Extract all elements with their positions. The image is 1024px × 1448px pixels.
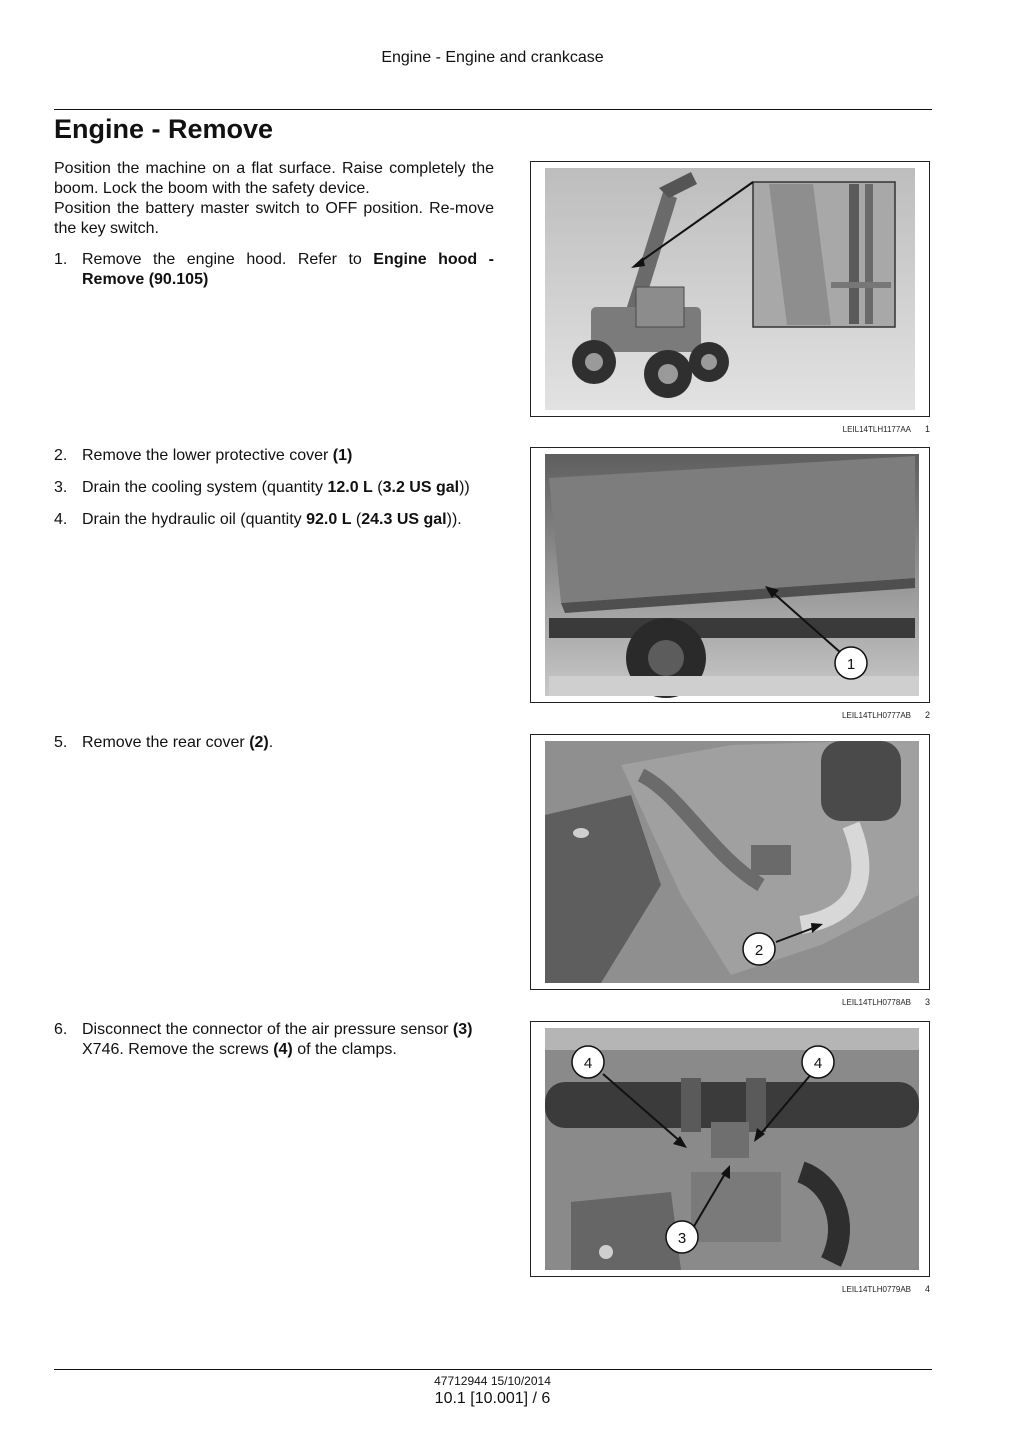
step-number: 6. bbox=[54, 1021, 68, 1038]
step-2 bbox=[54, 446, 494, 466]
telehandler-photo bbox=[531, 162, 929, 416]
intro-paragraph-2: Position the battery master switch to OFF position. Re-move the key switch. bbox=[54, 200, 494, 237]
figure-3-caption bbox=[780, 997, 930, 1007]
figure-2-caption bbox=[780, 710, 930, 720]
step-text: Disconnect the connector of the air pressure sensor bbox=[82, 1021, 453, 1038]
running-header: Engine - Engine and crankcase bbox=[381, 49, 604, 66]
figure-code: LEIL14TLH0779AB bbox=[842, 1285, 911, 1294]
lower-cover-photo bbox=[531, 448, 929, 702]
figure-2 bbox=[530, 447, 930, 703]
callout-ref: (2) bbox=[249, 734, 269, 751]
callout-ref: (1) bbox=[332, 447, 353, 464]
step-number: 3. bbox=[54, 479, 68, 496]
callout-ref: (4) bbox=[273, 1041, 293, 1058]
step-text: Remove the rear cover bbox=[82, 734, 250, 751]
figure-code: LEIL14TLH0777AB bbox=[842, 711, 911, 720]
step-4: 4. Drain the hydraulic oil (quantity 92.0 L (24.3 US gal)). bbox=[54, 511, 462, 528]
quantity-metric: 12.0 L bbox=[327, 479, 373, 496]
figure-1 bbox=[530, 161, 930, 417]
footer-rule bbox=[54, 1369, 932, 1370]
footer-page-number: 10.1 [10.001] / 6 bbox=[434, 1390, 551, 1407]
air-pressure-sensor-photo bbox=[531, 1022, 929, 1276]
step-text: Remove the lower protective cover bbox=[82, 447, 333, 464]
figure-code: LEIL14TLH1177AA bbox=[842, 425, 911, 434]
step-number: 4. bbox=[54, 511, 68, 528]
figure-1-caption bbox=[780, 424, 930, 434]
intro-paragraph-1: Position the machine on a flat surface. Raise completely the boom. Lock the boom with the safety device. bbox=[54, 160, 494, 197]
figure-3 bbox=[530, 734, 930, 990]
step-1 bbox=[54, 250, 494, 290]
step-number: 5. bbox=[54, 734, 68, 751]
rear-cover-photo bbox=[531, 735, 929, 989]
step-text: Remove the engine hood. Refer to bbox=[82, 251, 374, 268]
footer-document-id: 47712944 15/10/2014 bbox=[434, 1374, 551, 1388]
figure-number: 2 bbox=[924, 710, 930, 720]
figure-number: 3 bbox=[924, 997, 930, 1007]
callout-label: 2 bbox=[754, 942, 764, 959]
figure-number: 1 bbox=[924, 424, 930, 434]
quantity-us: 24.3 US gal bbox=[361, 511, 447, 528]
callout-label: 4 bbox=[583, 1055, 593, 1072]
figure-4 bbox=[530, 1021, 930, 1277]
step-3: 3. Drain the cooling system (quantity 12.0 L (3.2 US gal)) bbox=[54, 479, 470, 496]
cross-reference: Engine hood - Remove (90.105) bbox=[82, 251, 495, 288]
step-6: 6. Disconnect the connector of the air pressure sensor (3) X746. Remove the screws (4) of the clamps. bbox=[54, 1021, 473, 1058]
step-text: Drain the cooling system (quantity bbox=[82, 479, 328, 496]
page-title: Engine - Remove bbox=[54, 114, 274, 144]
callout-label: 4 bbox=[813, 1055, 823, 1072]
callout-ref: (3) bbox=[452, 1021, 473, 1038]
callout-label: 3 bbox=[677, 1230, 687, 1247]
step-5: 5. Remove the rear cover (2). bbox=[54, 734, 274, 751]
figure-code: LEIL14TLH0778AB bbox=[842, 998, 911, 1007]
quantity-metric: 92.0 L bbox=[306, 511, 352, 528]
step-number: 2. bbox=[54, 447, 68, 464]
figure-4-caption bbox=[780, 1284, 930, 1294]
quantity-us: 3.2 US gal bbox=[382, 479, 460, 496]
step-text: Drain the hydraulic oil (quantity bbox=[82, 511, 307, 528]
callout-label: 1 bbox=[846, 656, 856, 673]
step-number: 1. bbox=[54, 251, 68, 268]
figure-number: 4 bbox=[924, 1284, 930, 1294]
header-rule bbox=[54, 109, 932, 110]
